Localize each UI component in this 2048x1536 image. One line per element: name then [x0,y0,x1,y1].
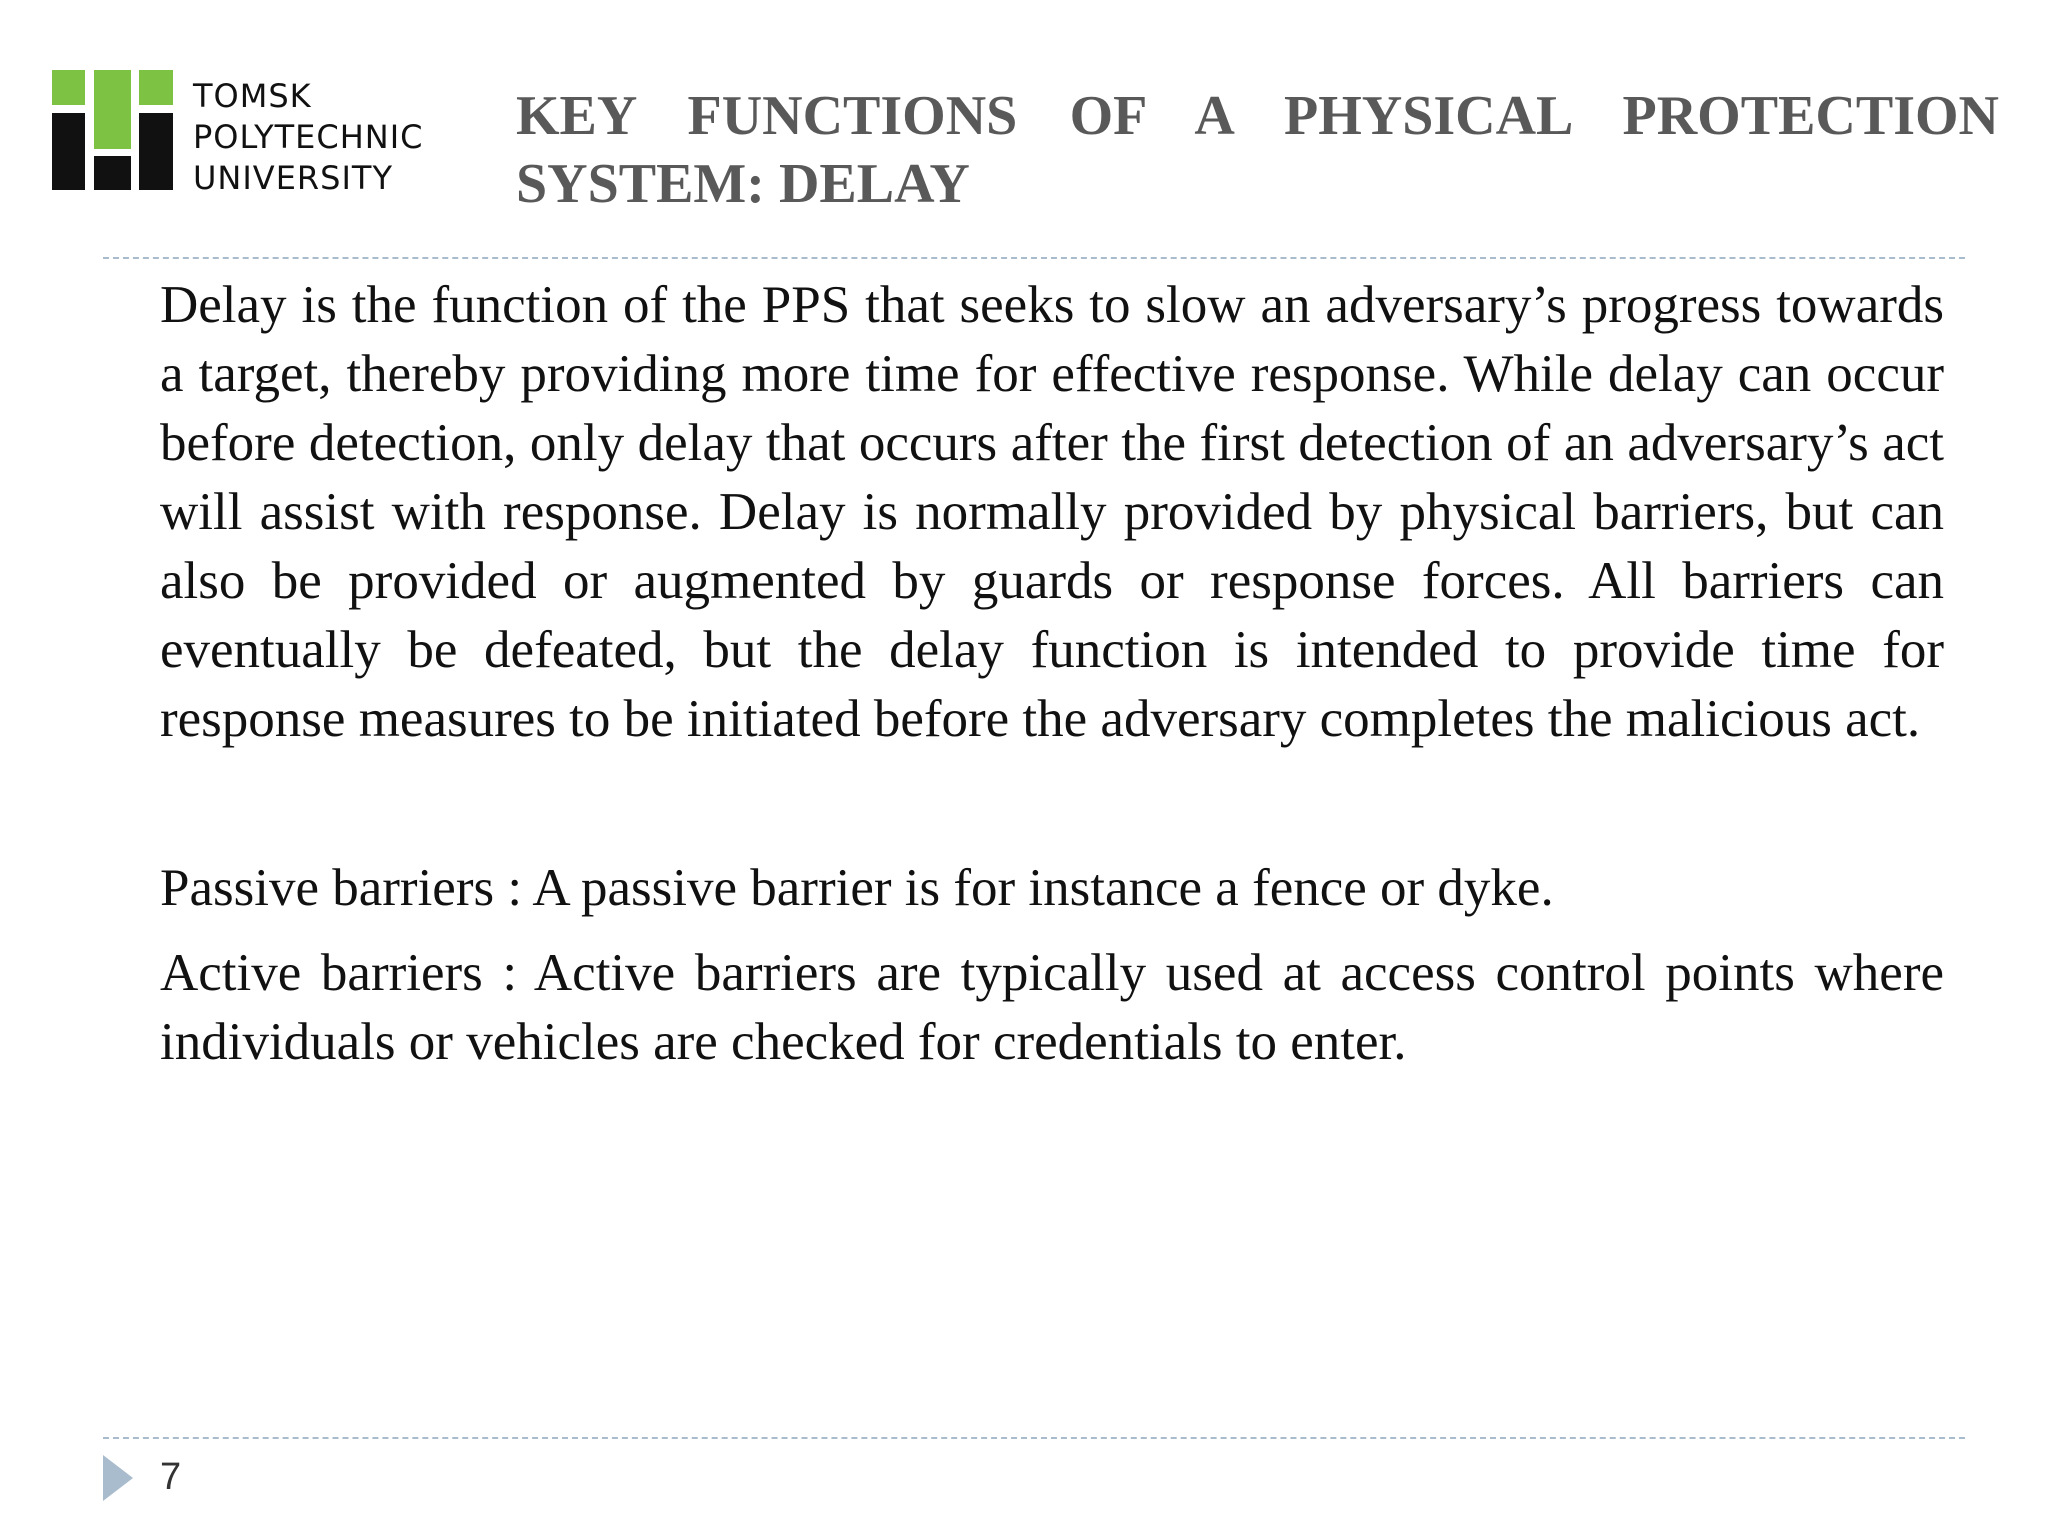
top-divider [103,257,1965,259]
delay-definition-paragraph: Delay is the function of the PPS that seeks to slow an adversary’s progress towards a target, thereby providing more time for effective response. While delay can occur before detection, only delay that occurs after the first detection of an adversary’s act will assist with response. Delay is normally provided by physical barriers, but can also be provided or augmented by guards or response forces. All barriers can eventually be defeated, but the delay function is intended to provide time for response measures to be initiated before the adversary completes the malicious act. [160,276,1944,748]
logo-line-1: TOMSK [193,77,312,115]
play-triangle-icon [103,1455,133,1501]
university-logo [52,70,452,197]
active-barriers-paragraph: Active barriers : Active barriers are typically used at access control points where individuals or vehicles are checked for credentials to enter. [160,944,1944,1071]
tpu-logo-icon [52,70,173,190]
slide-title: KEY FUNCTIONS OF A PHYSICAL PROTECTION SYSTEM: DELAY [516,85,1999,215]
logo-line-2: POLYTECHNIC [193,118,424,156]
passive-barriers-paragraph: Passive barriers : A passive barrier is for instance a fence or dyke. [160,859,1554,917]
logo-wordmark [193,76,424,199]
logo-line-3: UNIVERSITY [193,159,393,197]
page-number: 7 [160,1456,182,1498]
bottom-divider [103,1437,1965,1439]
slide-body [160,271,1944,1077]
